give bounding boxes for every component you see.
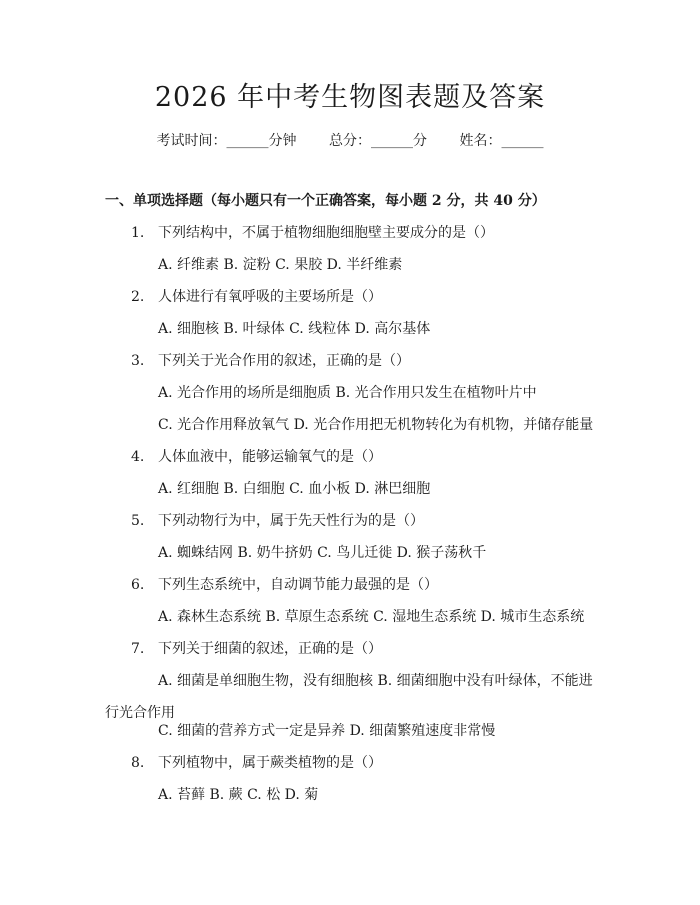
question-3-options-cd: C. 光合作用释放氧气 D. 光合作用把无机物转化为有机物，并储存能量 xyxy=(158,417,594,433)
question-5-options: A. 蜘蛛结网 B. 奶牛挤奶 C. 鸟儿迁徙 D. 猴子荡秋千 xyxy=(158,545,487,561)
question-7 xyxy=(131,638,382,660)
question-3-options-ab: A. 光合作用的场所是细胞质 B. 光合作用只发生在植物叶片中 xyxy=(158,385,537,401)
question-number: 7. xyxy=(131,641,145,657)
question-text: 人体血液中，能够运输氧气的是（） xyxy=(158,449,382,465)
question-text: 下列动物行为中，属于先天性行为的是（） xyxy=(158,513,424,529)
question-2 xyxy=(131,286,382,308)
question-6 xyxy=(131,574,438,596)
question-text: 人体进行有氧呼吸的主要场所是（） xyxy=(158,289,382,305)
total-score-field: 总分：______分 xyxy=(329,133,427,149)
question-7-options-cd: C. 细菌的营养方式一定是异养 D. 细菌繁殖速度非常慢 xyxy=(158,723,496,739)
exam-time-field: 考试时间：______分钟 xyxy=(156,133,297,149)
question-number: 8. xyxy=(131,755,145,771)
question-text: 下列关于光合作用的叙述，正确的是（） xyxy=(158,353,410,369)
question-number: 5. xyxy=(131,513,145,529)
question-number: 4. xyxy=(131,449,145,465)
question-6-options: A. 森林生态系统 B. 草原生态系统 C. 湿地生态系统 D. 城市生态系统 xyxy=(158,609,585,625)
student-name-field: 姓名：______ xyxy=(459,133,544,149)
question-4-options: A. 红细胞 B. 白细胞 C. 血小板 D. 淋巴细胞 xyxy=(158,481,431,497)
question-8 xyxy=(131,752,382,774)
question-text: 下列关于细菌的叙述，正确的是（） xyxy=(158,641,382,657)
question-5 xyxy=(131,510,424,532)
exam-info-line xyxy=(0,130,700,152)
question-1-options: A. 纤维素 B. 淀粉 C. 果胶 D. 半纤维素 xyxy=(158,257,403,273)
question-number: 2. xyxy=(131,289,145,305)
question-8-options: A. 苔藓 B. 蕨 C. 松 D. 菊 xyxy=(158,787,319,803)
question-2-options: A. 细胞核 B. 叶绿体 C. 线粒体 D. 高尔基体 xyxy=(158,321,431,337)
question-number: 3. xyxy=(131,353,145,369)
question-1 xyxy=(131,222,494,244)
question-number: 1. xyxy=(131,225,145,241)
question-3 xyxy=(131,350,410,372)
question-7-options-ab: A. 细菌是单细胞生物，没有细胞核 B. 细菌细胞中没有叶绿体，不能进行光合作用 xyxy=(105,673,593,721)
question-text: 下列植物中，属于蕨类植物的是（） xyxy=(158,755,382,771)
section-heading: 一、单项选择题（每小题只有一个正确答案，每小题 2 分，共 40 分） xyxy=(105,193,546,209)
page-title: 2026 年中考生物图表题及答案 xyxy=(154,82,546,113)
question-text: 下列结构中，不属于植物细胞细胞壁主要成分的是（） xyxy=(158,225,494,241)
question-text: 下列生态系统中，自动调节能力最强的是（） xyxy=(158,577,438,593)
question-4 xyxy=(131,446,382,468)
question-number: 6. xyxy=(131,577,145,593)
